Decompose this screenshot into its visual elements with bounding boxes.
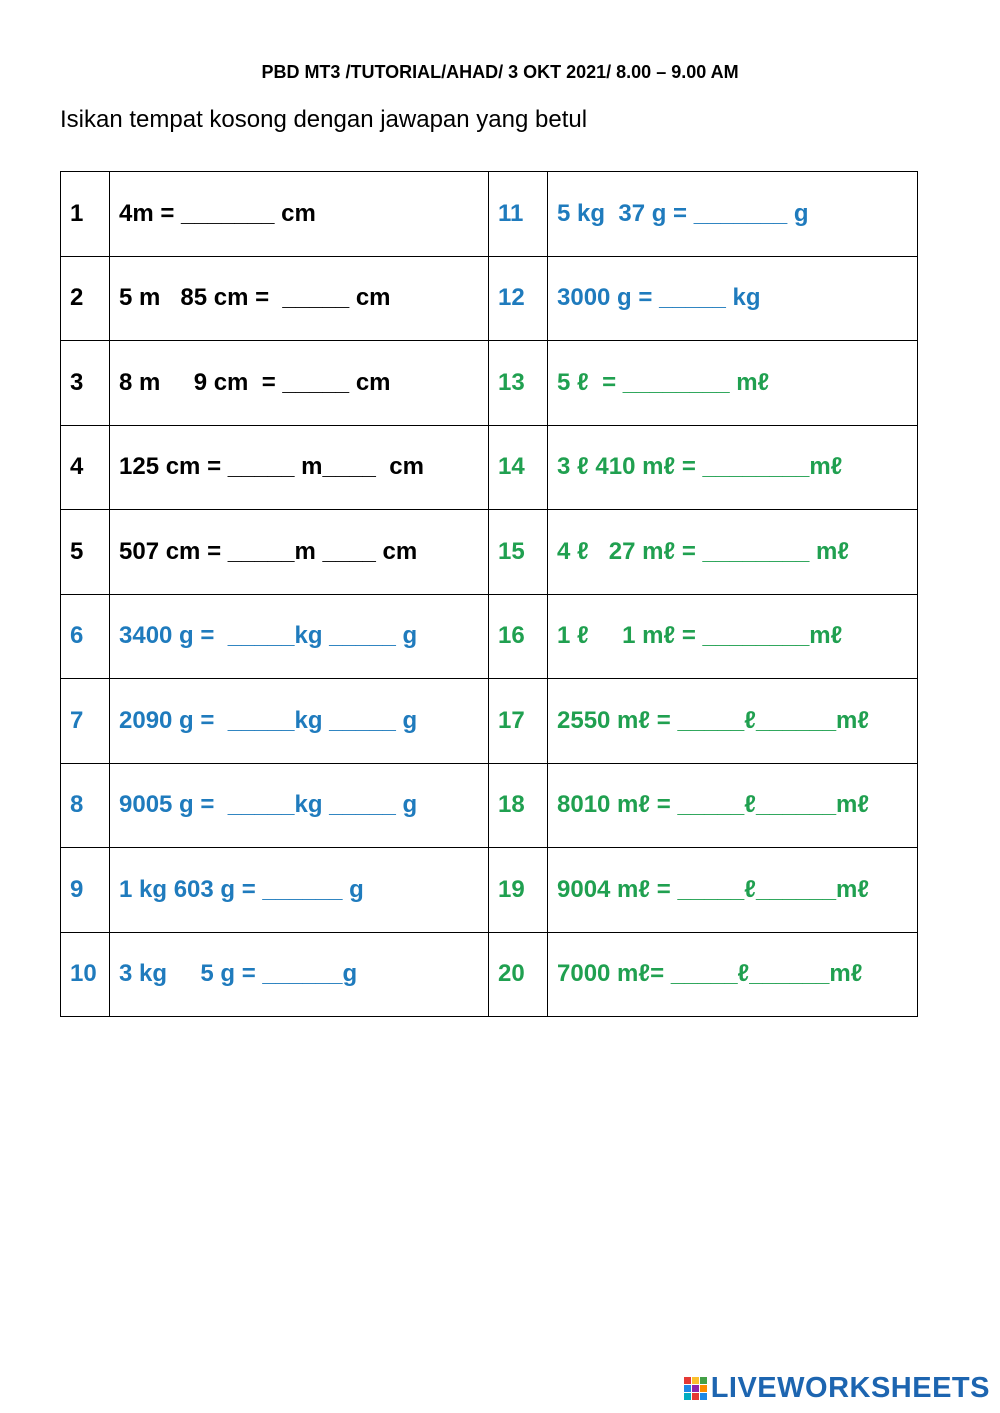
question-number: 11 bbox=[489, 172, 548, 257]
liveworksheets-logo-icon bbox=[684, 1377, 707, 1400]
question-number: 13 bbox=[489, 341, 548, 426]
question-text: 5 m 85 cm = _____ cm bbox=[110, 256, 489, 341]
question-number: 5 bbox=[61, 510, 110, 595]
question-number: 3 bbox=[61, 341, 110, 426]
question-text: 5 kg 37 g = _______ g bbox=[548, 172, 918, 257]
question-text: 3400 g = _____kg _____ g bbox=[110, 594, 489, 679]
question-text: 1 kg 603 g = ______ g bbox=[110, 848, 489, 933]
question-text: 9004 mℓ = _____ℓ______mℓ bbox=[548, 848, 918, 933]
question-number: 12 bbox=[489, 256, 548, 341]
question-text: 5 ℓ = ________ mℓ bbox=[548, 341, 918, 426]
question-number: 19 bbox=[489, 848, 548, 933]
question-text: 8010 mℓ = _____ℓ______mℓ bbox=[548, 763, 918, 848]
question-text: 7000 mℓ= _____ℓ______mℓ bbox=[548, 932, 918, 1017]
question-text: 507 cm = _____m ____ cm bbox=[110, 510, 489, 595]
question-number: 18 bbox=[489, 763, 548, 848]
question-number: 9 bbox=[61, 848, 110, 933]
exercise-table bbox=[60, 171, 918, 1017]
question-text: 4m = _______ cm bbox=[110, 172, 489, 257]
question-number: 16 bbox=[489, 594, 548, 679]
liveworksheets-footer bbox=[684, 1372, 990, 1405]
question-number: 2 bbox=[61, 256, 110, 341]
table-row bbox=[61, 341, 918, 426]
table-row bbox=[61, 510, 918, 595]
table-row bbox=[61, 763, 918, 848]
table-row bbox=[61, 848, 918, 933]
question-text: 8 m 9 cm = _____ cm bbox=[110, 341, 489, 426]
question-number: 10 bbox=[61, 932, 110, 1017]
instruction-text: Isikan tempat kosong dengan jawapan yang betul bbox=[60, 106, 588, 133]
table-row bbox=[61, 679, 918, 764]
question-text: 9005 g = _____kg _____ g bbox=[110, 763, 489, 848]
question-text: 3 kg 5 g = ______g bbox=[110, 932, 489, 1017]
question-number: 8 bbox=[61, 763, 110, 848]
question-text: 3000 g = _____ kg bbox=[548, 256, 918, 341]
table-row bbox=[61, 932, 918, 1017]
question-text: 2090 g = _____kg _____ g bbox=[110, 679, 489, 764]
question-number: 4 bbox=[61, 425, 110, 510]
question-text: 125 cm = _____ m____ cm bbox=[110, 425, 489, 510]
table-row bbox=[61, 172, 918, 257]
table-row bbox=[61, 594, 918, 679]
brand-name: LIVEWORKSHEETS bbox=[710, 1372, 990, 1404]
page-title: PBD MT3 /TUTORIAL/AHAD/ 3 OKT 2021/ 8.00 – 9.00 AM bbox=[261, 62, 739, 82]
table-row bbox=[61, 425, 918, 510]
question-text: 2550 mℓ = _____ℓ______mℓ bbox=[548, 679, 918, 764]
question-text: 4 ℓ 27 mℓ = ________ mℓ bbox=[548, 510, 918, 595]
question-text: 3 ℓ 410 mℓ = ________mℓ bbox=[548, 425, 918, 510]
question-number: 15 bbox=[489, 510, 548, 595]
question-number: 6 bbox=[61, 594, 110, 679]
table-row bbox=[61, 256, 918, 341]
question-number: 1 bbox=[61, 172, 110, 257]
question-number: 14 bbox=[489, 425, 548, 510]
question-number: 20 bbox=[489, 932, 548, 1017]
question-text: 1 ℓ 1 mℓ = ________mℓ bbox=[548, 594, 918, 679]
question-number: 17 bbox=[489, 679, 548, 764]
question-number: 7 bbox=[61, 679, 110, 764]
